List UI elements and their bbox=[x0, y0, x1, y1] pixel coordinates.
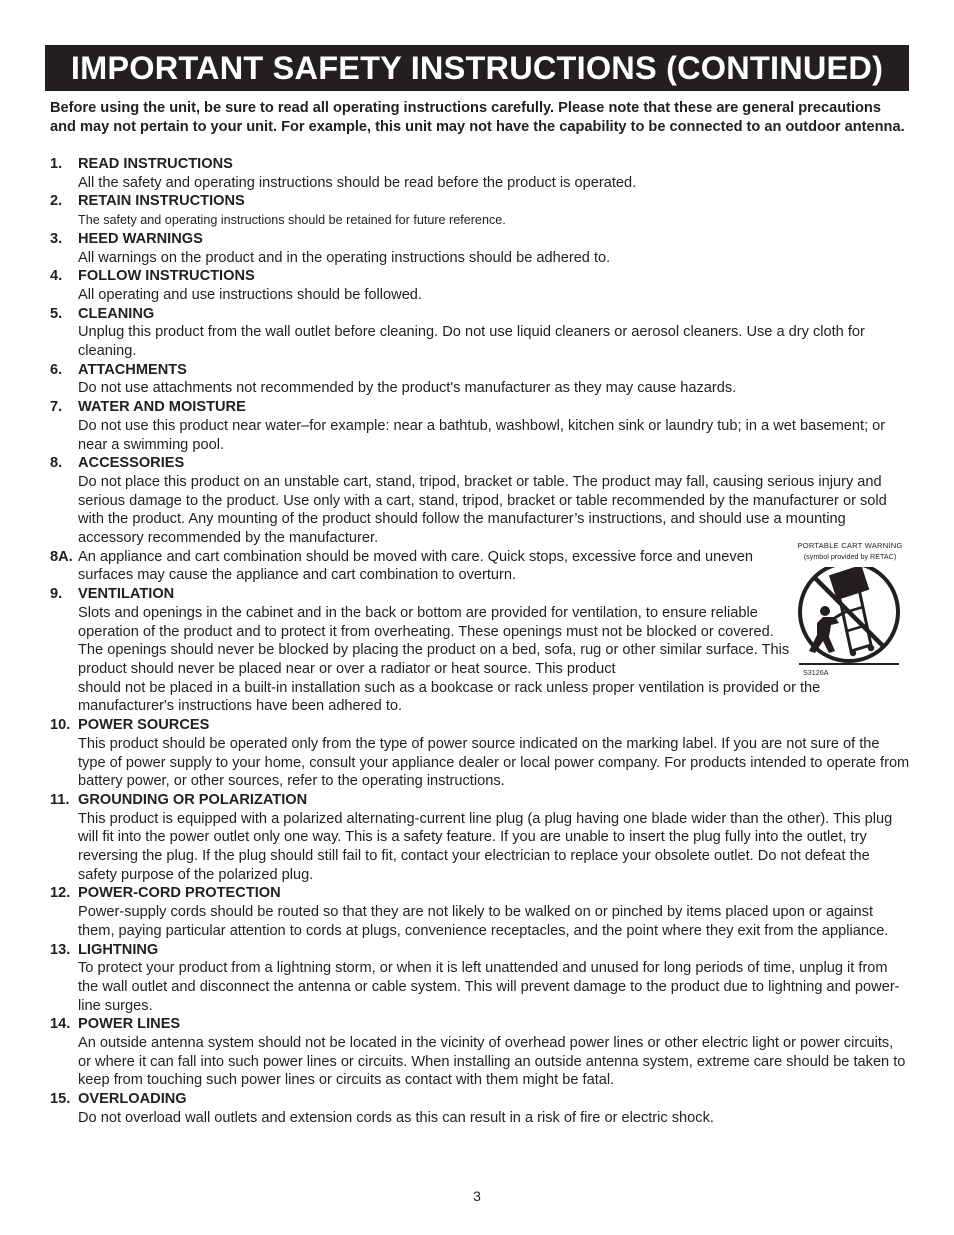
item-body: Do not overload wall outlets and extension cords as this can result in a risk of fire or electric shock. bbox=[78, 1109, 714, 1126]
list-item bbox=[50, 1090, 910, 1127]
item-body: An outside antenna system should not be located in the vicinity of overhead power lines or other electric light or power circuits, or where it can fall into such power lines or circuits. When installing an outside antenna system, extreme care should be taken to keep from touching such power lines or circuits as contact with them might be fatal. bbox=[78, 1035, 906, 1089]
page-title: IMPORTANT SAFETY INSTRUCTIONS (CONTINUED) bbox=[45, 45, 909, 91]
item-body: Do not place this product on an unstable cart, stand, tripod, bracket or table. The product may fall, causing serious injury and serious damage to the product. Use only with a cart, stand, tripod, bracket or table recommended by the manufacturer or sold with the product. Any mounting of the product should follow the manufacturer’s instructions, and should use a mounting accessory recommended by the manufacturer. bbox=[78, 473, 887, 547]
item-body: Slots and openings in the cabinet and in the back or bottom are provided for ventilation, to ensure reliable operation of the product and to protect it from overheating. These openings must not be blocked or covered. The openings should never be blocked by placing the product on a bed, sofa, rug or other similar surface. This product should never be placed near or over a radiator or heat source. This product bbox=[78, 604, 790, 677]
item-number: 5. bbox=[50, 305, 63, 322]
item-number: 13. bbox=[50, 941, 71, 958]
item-heading: CLEANING bbox=[78, 305, 155, 322]
item-body: Do not use this product near water–for example: near a bathtub, washbowl, kitchen sink or laundry tub; in a wet basement; or near a swimming pool. bbox=[78, 417, 886, 453]
item-heading: FOLLOW INSTRUCTIONS bbox=[78, 268, 255, 285]
item-body-continued: should not be placed in a built-in installation such as a bookcase or rack unless proper ventilation is provided or the manufacturer's instructions have been adhered to. bbox=[78, 679, 821, 715]
item-body: All the safety and operating instructions should be read before the product is operated. bbox=[78, 174, 637, 191]
item-heading: ATTACHMENTS bbox=[78, 361, 187, 378]
list-item bbox=[50, 305, 910, 361]
portable-cart-warning-icon bbox=[795, 567, 905, 667]
item-number: 11. bbox=[50, 791, 70, 808]
item-number: 10. bbox=[50, 717, 71, 734]
item-heading: POWER LINES bbox=[78, 1016, 181, 1033]
item-number: 8. bbox=[50, 455, 63, 472]
list-item bbox=[50, 884, 910, 940]
item-heading: WATER AND MOISTURE bbox=[78, 399, 246, 416]
item-number: 4. bbox=[50, 268, 63, 285]
item-number: 2. bbox=[50, 193, 63, 210]
item-body: Unplug this product from the wall outlet before cleaning. Do not use liquid cleaners or aerosol cleaners. Use a dry cloth for cleaning. bbox=[78, 324, 865, 360]
item-heading: GROUNDING OR POLARIZATION bbox=[78, 791, 308, 808]
item-body: All warnings on the product and in the operating instructions should be adhered to. bbox=[78, 249, 611, 266]
list-item bbox=[50, 791, 910, 885]
list-item bbox=[50, 192, 910, 229]
item-body: An appliance and cart combination should be moved with care. Quick stops, excessive force and uneven surfaces may cause the appliance and cart combination to overturn. bbox=[78, 548, 753, 584]
item-body: This product is equipped with a polarized alternating-current line plug (a plug having one blade wider than the other). This plug will fit into the power outlet only one way. This is a safety feature. If you are unable to insert the plug fully into the outlet, try reversing the plug. If the plug should still fail to fit, contact your electrician to replace your obsolete outlet. Do not defeat the safety purpose of the polarized plug. bbox=[78, 810, 893, 883]
item-number: 1. bbox=[50, 156, 63, 172]
item-number: 8A. bbox=[50, 548, 73, 565]
cart-warning-code: S3126A bbox=[803, 668, 829, 677]
list-item bbox=[50, 454, 910, 548]
portable-cart-warning bbox=[795, 541, 905, 681]
item-number: 12. bbox=[50, 885, 71, 902]
item-body: Power-supply cords should be routed so that they are not likely to be walked on or pinched by items placed upon or against them, paying particular attention to cords at plugs, convenience receptacles, and the point where they exit from the appliance. bbox=[78, 904, 889, 939]
list-item bbox=[50, 361, 910, 398]
list-item bbox=[50, 267, 910, 304]
item-body: All operating and use instructions should be followed. bbox=[78, 286, 422, 303]
list-item bbox=[50, 398, 910, 454]
item-number: 3. bbox=[50, 230, 63, 247]
list-item bbox=[50, 548, 910, 585]
item-number: 7. bbox=[50, 399, 63, 416]
list-item bbox=[50, 585, 910, 716]
instruction-list bbox=[50, 155, 910, 1128]
item-heading: LIGHTNING bbox=[78, 941, 159, 958]
item-heading: HEED WARNINGS bbox=[78, 230, 203, 247]
cart-warning-title: PORTABLE CART WARNING bbox=[797, 541, 903, 550]
item-number: 9. bbox=[50, 586, 63, 603]
item-heading: POWER-CORD PROTECTION bbox=[78, 885, 281, 902]
item-body: To protect your product from a lightning storm, or when it is left unattended and unused for long periods of time, unplug it from the wall outlet and disconnect the antenna or cable system. This will prevent damage to the product due to lightning and power-line surges. bbox=[78, 960, 900, 1014]
page-number: 3 bbox=[473, 1188, 481, 1204]
item-heading: ACCESSORIES bbox=[78, 455, 185, 472]
list-item bbox=[50, 230, 910, 267]
item-heading: READ INSTRUCTIONS bbox=[78, 156, 233, 172]
item-body: The safety and operating instructions should be retained for future reference. bbox=[78, 213, 506, 228]
cart-warning-subtitle: (symbol provided by RETAC) bbox=[803, 552, 897, 561]
item-heading: VENTILATION bbox=[78, 586, 175, 603]
list-item bbox=[50, 941, 910, 1016]
list-item bbox=[50, 1015, 910, 1090]
intro-paragraph: Before using the unit, be sure to read all operating instructions carefully. Please note that these are general precautions and may not pertain to your unit. For example, this unit may not have the capability to be connected to an outdoor antenna. bbox=[50, 100, 905, 135]
item-number: 6. bbox=[50, 361, 63, 378]
item-body: This product should be operated only from the type of power source indicated on the marking label. If you are not sure of the type of power supply to your home, consult your appliance dealer or local power company. For products intended to operate from battery power, or other sources, refer to the operating instructions. bbox=[78, 735, 910, 790]
item-heading: RETAIN INSTRUCTIONS bbox=[78, 193, 245, 210]
item-heading: OVERLOADING bbox=[78, 1091, 187, 1108]
item-number: 15. bbox=[50, 1091, 71, 1108]
list-item bbox=[50, 716, 910, 791]
item-number: 14. bbox=[50, 1016, 71, 1033]
item-heading: POWER SOURCES bbox=[78, 717, 210, 734]
list-item bbox=[50, 155, 910, 192]
item-body: Do not use attachments not recommended by the product's manufacturer as they may cause hazards. bbox=[78, 380, 737, 397]
